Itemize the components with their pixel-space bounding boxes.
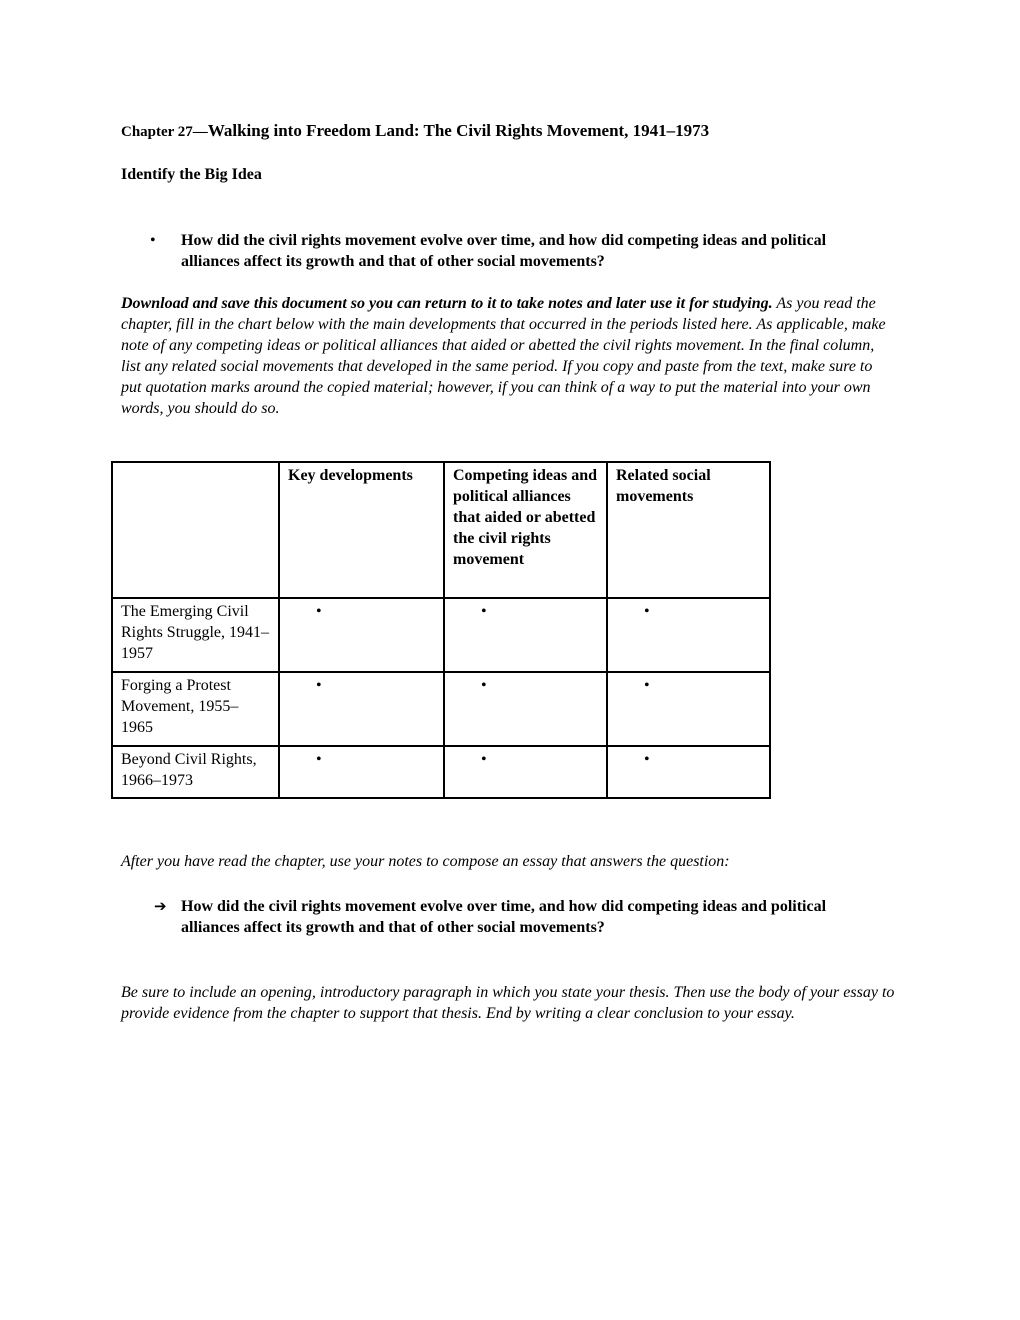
period-cell: The Emerging Civil Rights Struggle, 1941–1957	[112, 598, 279, 672]
period-cell: Forging a Protest Movement, 1955–1965	[112, 672, 279, 746]
table-row	[112, 746, 770, 798]
section-heading: Identify the Big Idea	[121, 166, 262, 183]
chart-header-related-movements: Related social movements	[607, 462, 770, 598]
bullet-icon: •	[481, 751, 487, 768]
note-cell[interactable]	[444, 672, 607, 746]
chapter-number: Chapter 27—	[121, 124, 208, 140]
notes-chart	[111, 461, 771, 799]
essay-question	[154, 896, 874, 938]
bullet-icon: •	[644, 677, 650, 694]
bullet-icon: •	[316, 677, 322, 694]
essay-question-text: How did the civil rights movement evolve over time, and how did competing ideas and political alliances affect its growth and that of other social movements?	[181, 898, 827, 936]
instructions-body: As you read the chapter, fill in the chart below with the main developments that occurred in the periods listed here. As applicable, make note of any competing ideas or political alliances that aided or abetted the civil rights movement. In the final column, list any related social movements that developed in the same period. If you copy and paste from the text, make sure to put quotation marks around the copied material; however, if you can think of a way to put the material into your own words, you should do so.	[121, 295, 886, 417]
instructions-bold: Download and save this document so you can return to it to take notes and later use it for studying.	[121, 295, 773, 312]
big-idea-question-text: How did the civil rights movement evolve over time, and how did competing ideas and political alliances affect its growth and that of other social movements?	[181, 232, 827, 270]
note-cell[interactable]	[444, 598, 607, 672]
chart-header-competing-ideas: Competing ideas and political alliances that aided or abetted the civil rights movement	[444, 462, 607, 598]
note-cell[interactable]	[279, 746, 444, 798]
bullet-icon: •	[150, 232, 156, 249]
bullet-icon: •	[481, 677, 487, 694]
bullet-icon: •	[644, 603, 650, 620]
note-cell[interactable]	[444, 746, 607, 798]
chapter-title	[121, 121, 709, 141]
bullet-icon: •	[316, 751, 322, 768]
chart-header-row	[112, 462, 770, 598]
note-cell[interactable]	[279, 598, 444, 672]
after-reading-instructions: After you have read the chapter, use your notes to compose an essay that answers the question:	[121, 853, 730, 870]
period-cell: Beyond Civil Rights, 1966–1973	[112, 746, 279, 798]
instructions-paragraph	[121, 293, 896, 419]
chart-header-blank	[112, 462, 279, 598]
table-row	[112, 598, 770, 672]
table-row	[112, 672, 770, 746]
chapter-name: Walking into Freedom Land: The Civil Rights Movement, 1941–1973	[207, 121, 710, 140]
arrow-right-icon: ➔	[154, 897, 167, 915]
note-cell[interactable]	[607, 672, 770, 746]
big-idea-question	[150, 230, 870, 272]
chart-header-key-developments: Key developments	[279, 462, 444, 598]
essay-instructions: Be sure to include an opening, introductory paragraph in which you state your thesis. Then use the body of your essay to provide evidence from the chapter to support that thesis. End by writing a clear conclusion to your essay.	[121, 984, 895, 1022]
bullet-icon: •	[316, 603, 322, 620]
bullet-icon: •	[481, 603, 487, 620]
bullet-icon: •	[644, 751, 650, 768]
note-cell[interactable]	[607, 746, 770, 798]
note-cell[interactable]	[607, 598, 770, 672]
note-cell[interactable]	[279, 672, 444, 746]
